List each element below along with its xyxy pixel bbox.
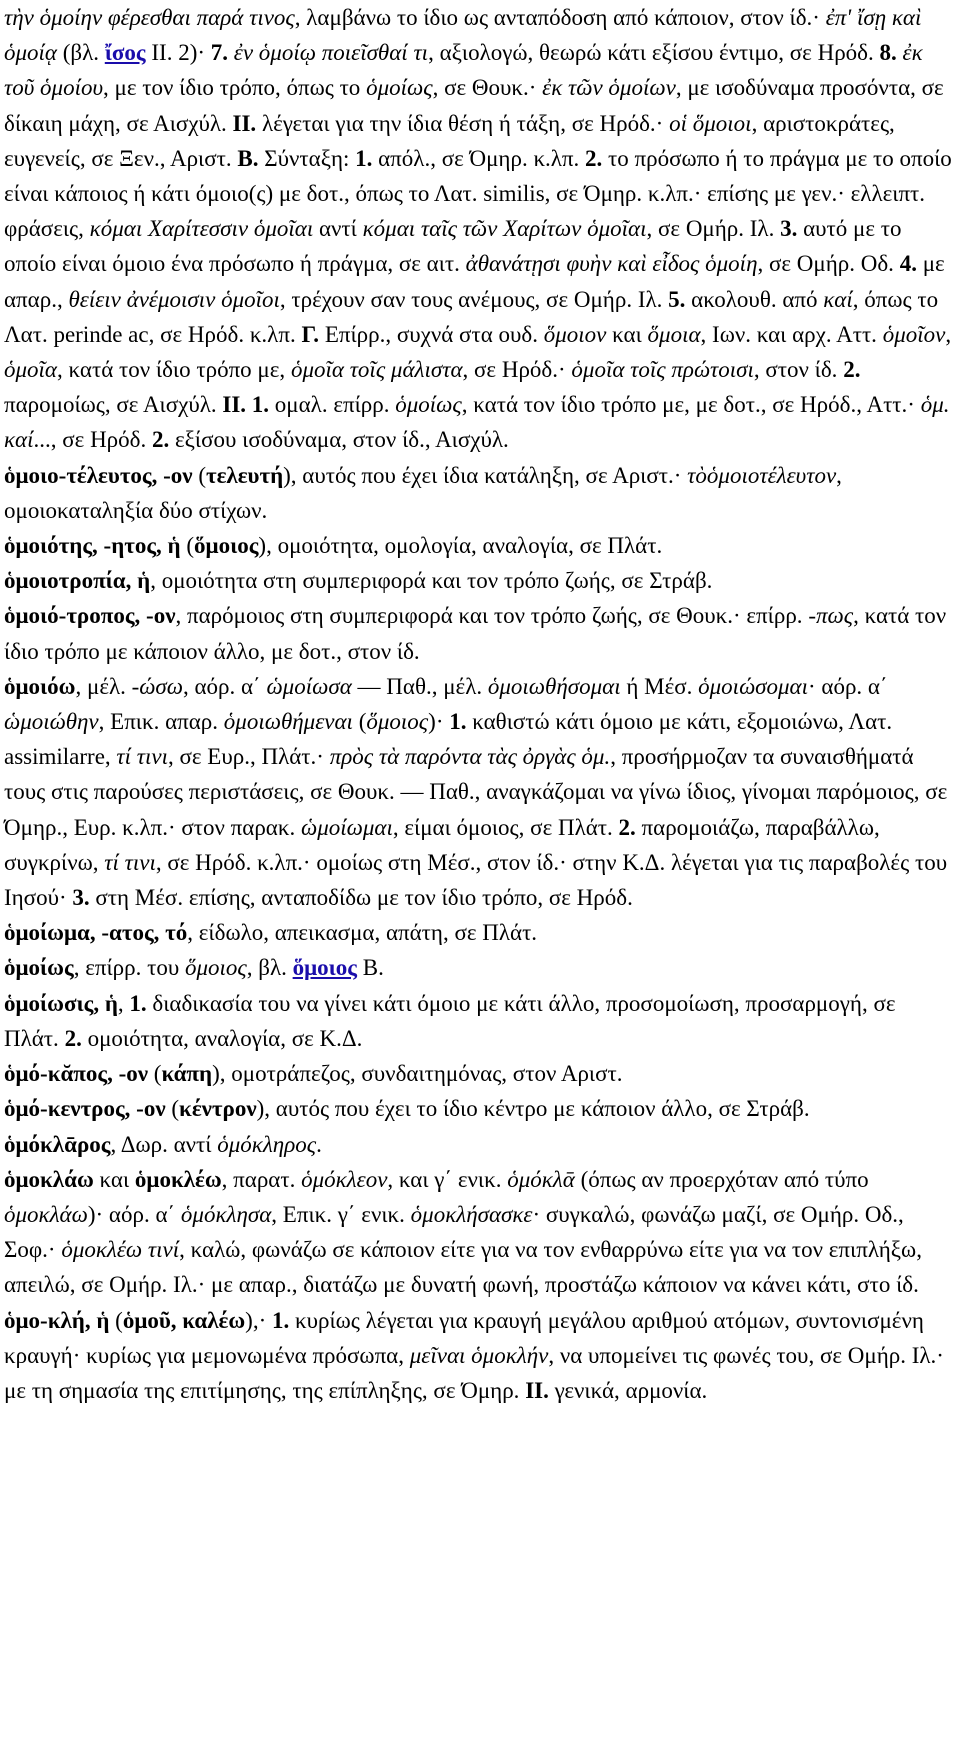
bold-headword-or-sense-number: ὁμό-κᾰπος, -ον [4, 1061, 149, 1087]
definition-text: στη Μέσ. επίσης, ανταποδίδω με τον ίδιο τρόπο, σε Ηρόδ. [89, 885, 633, 911]
definition-text: ), αυτός που έχει το ίδιο κέντρο με κάποιον άλλο, σε Στράβ. [256, 1096, 810, 1122]
definition-text: (όπως αν προερχόταν από τύπο [574, 1166, 869, 1192]
definition-text: , βλ. [246, 955, 293, 981]
bold-headword-or-sense-number: ὁμοίωμα, -ατος, τό [4, 920, 188, 946]
entry-homokapos [4, 1056, 954, 1091]
italic-greek-phrase: πρὸς τὰ παρόντα τὰς ὀργὰς ὁμ. [329, 744, 611, 770]
italic-greek-phrase: ὁμοῖα τοῖς πρώτοισι [571, 357, 754, 383]
definition-text: , αξιολογώ, θεωρώ κάτι εξίσου έντιμο, σε Ηρόδ. [428, 40, 880, 66]
entry-homoiotropia [4, 563, 954, 598]
definition-text: καθιστώ κάτι όμοιο με κάτι, εξομοιώνω, Λατ. assimilarre, [4, 709, 893, 770]
entry-homoklaros [4, 1127, 954, 1162]
definition-text: αυτό με το οποίο είναι όμοιο ένα πρόσωπο ή πράγμα, σε αιτ. [4, 216, 902, 277]
bold-headword-or-sense-number: 8. [879, 40, 897, 66]
bold-headword-or-sense-number: 2. [585, 145, 603, 171]
definition-text: , κατά τον ίδιο τρόπο με, [57, 357, 291, 383]
bold-headword-or-sense-number: ὁμοιοτροπία, ἡ [4, 568, 151, 594]
italic-greek-phrase: ἐπ' ἴσῃ καὶ ὁμοίᾳ [4, 5, 922, 66]
bold-headword-or-sense-number: ὁμοίως [4, 955, 74, 981]
italic-greek-phrase: τὸὁμοιοτέλευτον [687, 462, 837, 488]
bold-headword-or-sense-number: ὁμοίωσις, ἡ [4, 990, 118, 1016]
definition-text: , σε Θουκ.· [432, 75, 543, 101]
bold-headword-or-sense-number: 2. [618, 814, 636, 840]
italic-greek-phrase: κόμαι Χαρίτεσσιν ὁμοῖαι [89, 216, 314, 242]
bold-headword-or-sense-number: 2. [64, 1025, 82, 1051]
definition-text: ή Μέσ. [620, 673, 699, 699]
entry-homokentros [4, 1091, 954, 1126]
entry-homoios-tail [4, 0, 954, 458]
italic-greek-phrase: τί τινι [116, 744, 168, 770]
italic-greek-phrase: ὁμοίως [395, 392, 462, 418]
definition-text: , παρατ. [221, 1166, 302, 1192]
italic-greek-phrase: ὁμοιωθήμεναι [223, 709, 353, 735]
definition-text: παρομοίως, σε Αισχύλ. [4, 392, 223, 418]
definition-text: Επίρρ., συχνά στα ουδ. [319, 321, 544, 347]
italic-greek-phrase: ἐκ τοῦ ὁμοίου [4, 40, 923, 101]
definition-text: , λαμβάνω το ίδιο ως ανταπόδοση από κάποιον, στον ίδ.· [294, 5, 826, 30]
italic-greek-phrase: ἀθανάτῃσι φυὴν καὶ εἶδος ὁμοίη [465, 251, 758, 277]
italic-greek-phrase: μεῖναι ὁμοκλήν [409, 1342, 549, 1368]
definition-text: , μέλ. [75, 673, 132, 699]
definition-text: )· [428, 709, 450, 735]
definition-text: ομοιότητα, αναλογία, σε Κ.Δ. [81, 1025, 363, 1051]
italic-greek-phrase: ὁμοῖον [882, 321, 946, 347]
definition-text: ( [180, 533, 195, 559]
definition-text: , είδωλο, απεικασμα, απάτη, σε Πλάτ. [187, 920, 538, 946]
italic-greek-phrase: -πως [808, 603, 854, 629]
definition-text: ακολουθ. από [685, 286, 824, 312]
definition-text: , προσήρμοζαν τα συναισθήματά τους στις παρούσες περιστάσεις, σε Θουκ. — Παθ., αναγκάζομαι να γίνω ίδιος, γίνομαι παρόμοιος, σε Όμηρ., Ευρ. κ.λπ.· στον παρακ. [4, 744, 948, 840]
definition-text: )· αόρ. α΄ [87, 1201, 181, 1227]
bold-headword-or-sense-number: 5. [668, 286, 686, 312]
italic-greek-phrase: τί τινι [104, 849, 156, 875]
definition-text: απόλ., σε Όμηρ. κ.λπ. [372, 145, 586, 171]
definition-text: . [316, 1131, 322, 1157]
entry-homoiotropos [4, 598, 954, 668]
definition-text: , Ιων. και αρχ. Αττ. [700, 321, 883, 347]
entry-homokle [4, 1303, 954, 1409]
italic-greek-phrase: ἐκ τῶν ὁμοίων [542, 75, 676, 101]
definition-text: διαδικασία του να γίνει κάτι όμοιο με κάτι άλλο, προσομοίωση, προσαρμογή, σε Πλάτ. [4, 990, 896, 1051]
definition-text: , παρόμοιος στη συμπεριφορά και τον τρόπο ζωής, σε Θουκ.· επίρρ. [175, 603, 809, 629]
definition-text: ..., σε Ηρόδ. [33, 427, 152, 453]
bold-headword-or-sense-number: 3. [780, 216, 798, 242]
bold-headword-or-sense-number: τελευτή [205, 462, 284, 488]
italic-greek-phrase: ὁμοῖα τοῖς μάλιστα [290, 357, 463, 383]
definition-text: , σε Ευρ., Πλάτ.· [168, 744, 330, 770]
cross-reference-link[interactable]: ὅμοιος [292, 955, 357, 981]
bold-headword-or-sense-number: ὁμοιό-τροπος, -ον [4, 603, 176, 629]
italic-greek-phrase: ὡμοίωσα [266, 673, 352, 699]
italic-greek-phrase: καί [823, 286, 853, 312]
entry-homoioma [4, 915, 954, 950]
definition-text: · αόρ. α΄ [807, 673, 888, 699]
definition-text: , κατά τον ίδιο τρόπο με κάποιον άλλο, με δοτ., στον ίδ. [4, 603, 947, 664]
definition-text: ), ομοτράπεζος, συνδαιτημόνας, στον Αριστ. [212, 1061, 623, 1087]
italic-greek-phrase: ἐν ὁμοίῳ ποιεῖσθαί τι [233, 40, 429, 66]
definition-text: ( [148, 1061, 162, 1087]
definition-text: ( [109, 1307, 123, 1333]
italic-greek-phrase: θείειν ἀνέμοισιν ὁμοῖοι [68, 286, 280, 312]
definition-text: το πρόσωπο ή το πράγμα με το οποίο είναι κάποιος ή κάτι όμοιο(ς) με δοτ., όπως το Λατ. similis, σε Όμηρ. κ.λπ.· επίσης με γεν.· ελλειπτ. φράσεις, [4, 145, 952, 242]
italic-greek-phrase: ὡμοιώθην [4, 709, 99, 735]
bold-headword-or-sense-number: 1. [355, 145, 373, 171]
entry-homoklao [4, 1162, 954, 1303]
italic-greek-phrase: ὁμ. καί [4, 392, 950, 453]
definition-text: , Επικ. γ΄ ενικ. [271, 1201, 411, 1227]
bold-headword-or-sense-number: B. [237, 145, 259, 171]
bold-headword-or-sense-number: 7. [210, 40, 229, 66]
definition-text: ( [192, 462, 206, 488]
bold-headword-or-sense-number: 1. [449, 709, 467, 735]
entry-homoioo [4, 669, 954, 915]
bold-headword-or-sense-number: ὁμο-κλή, ἡ [4, 1307, 110, 1333]
definition-text: , καλώ, φωνάζω σε κάποιον είτε για να τον ενθαρρύνω είτε για να τον επιπλήξω, απειλώ, σε Ομήρ. Ιλ.· με απαρ., διατάζω με δυνατή φωνή, προστάζω κάποιον να κάνει κάτι, στο ίδ. [4, 1237, 922, 1298]
bold-headword-or-sense-number: κάπη [161, 1061, 213, 1087]
definition-text: , σε Ηρόδ.· [462, 357, 572, 383]
definition-text: , επίρρ. του [73, 955, 185, 981]
definition-text: , να υπομείνει τις φωνές του, σε Ομήρ. Ιλ.· με τη σημασία της επιτίμησης, της επίπληξης, σε Όμηρ. [4, 1342, 944, 1403]
bold-headword-or-sense-number: ὁμοκλάω [4, 1166, 94, 1192]
definition-text: κυρίως λέγεται για κραυγή μεγάλου αριθμού ατόμων, συντονισμένη κραυγή· κυρίως για μεμονωμένα πρόσωπα, [4, 1307, 924, 1368]
bold-headword-or-sense-number: ὁμόκλᾱρος [4, 1131, 111, 1157]
definition-text: (βλ. [57, 40, 105, 66]
italic-greek-phrase: ὅμοια [647, 321, 701, 347]
definition-text: Σύνταξη: [258, 145, 356, 171]
bold-headword-or-sense-number: 2. [843, 357, 861, 383]
entry-homoios-adv [4, 950, 954, 985]
bold-headword-or-sense-number: 2. [152, 427, 170, 453]
italic-greek-phrase: κόμαι ταῖς τῶν Χαρίτων ὁμοῖαι [362, 216, 647, 242]
italic-greek-phrase: ὁμόκλᾱ [507, 1166, 575, 1192]
bold-headword-or-sense-number: 1. [129, 990, 147, 1016]
italic-greek-phrase: ὁμόκλεον [301, 1166, 388, 1192]
definition-text: ),· [245, 1307, 272, 1333]
italic-greek-phrase: ὡμοίωμαι [300, 814, 393, 840]
italic-greek-phrase: ὅμοιος [184, 955, 247, 981]
bold-headword-or-sense-number: κέντρον [179, 1096, 257, 1122]
italic-greek-phrase: ὁμόκληρος [217, 1131, 317, 1157]
definition-text: με απαρ., [4, 251, 945, 312]
bold-headword-or-sense-number: ὁμοῦ, καλέω [122, 1307, 246, 1333]
bold-headword-or-sense-number: ὁμό-κεντρος, -ον [4, 1096, 166, 1122]
entry-homoio-teleutos [4, 458, 954, 528]
bold-headword-or-sense-number: ὁμοκλέω [134, 1166, 222, 1192]
bold-headword-or-sense-number: 1. [272, 1307, 290, 1333]
italic-greek-phrase: ὁμοιωθήσομαι [487, 673, 621, 699]
cross-reference-link[interactable]: ἴσος [104, 40, 146, 66]
definition-text: , και γ΄ ενικ. [387, 1166, 508, 1192]
definition-text: , ομοιοκαταληξία δύο στίχων. [4, 462, 842, 523]
definition-text: B. [357, 955, 384, 981]
definition-text: λέγεται για την ίδια θέση ή τάξη, σε Ηρόδ.· [256, 110, 670, 136]
bold-headword-or-sense-number: 4. [899, 251, 917, 277]
italic-greek-phrase: τὴν ὁμοίην φέρεσθαι παρά τινος [4, 5, 295, 30]
definition-text: , αόρ. α΄ [182, 673, 267, 699]
italic-greek-phrase: ὁμόκλησα [180, 1201, 272, 1227]
bold-headword-or-sense-number: II. [525, 1377, 549, 1403]
definition-text: ( [165, 1096, 180, 1122]
definition-text: , κατά τον ίδιο τρόπο με, με δοτ., σε Ηρόδ., Αττ.· [461, 392, 921, 418]
definition-text: ), αυτός που έχει ίδια κατάληξη, σε Αριστ.· [283, 462, 688, 488]
italic-greek-phrase: ὁμοκλάω [4, 1201, 88, 1227]
definition-text: , τρέχουν σαν τους ανέμους, σε Ομήρ. Ιλ. [279, 286, 669, 312]
definition-text: , σε Ομήρ. Οδ. [757, 251, 900, 277]
definition-text: παρομοιάζω, παραβάλλω, συγκρίνω, [4, 814, 880, 875]
italic-greek-phrase: ὅμοιον [543, 321, 607, 347]
definition-text: , με τον ίδιο τρόπο, όπως το [103, 75, 367, 101]
definition-text: , [117, 990, 130, 1016]
definition-text: , [945, 321, 952, 347]
definition-text: II. 2)· [145, 40, 211, 66]
entry-homoiotes [4, 528, 954, 563]
definition-text: , στον ίδ. [753, 357, 844, 383]
italic-greek-phrase: ὁμοῖα [4, 357, 58, 383]
definition-text: εξίσου ισοδύναμα, στον ίδ., Αισχύλ. [169, 427, 509, 453]
definition-text: , Επικ. απαρ. [98, 709, 224, 735]
bold-headword-or-sense-number: Γ. [301, 321, 320, 347]
bold-headword-or-sense-number: ὁμοιότης, -ητος, ἡ [4, 533, 181, 559]
definition-text: και [93, 1166, 135, 1192]
italic-greek-phrase: ὅμοιος [366, 709, 429, 735]
definition-text: , ομοιότητα στη συμπεριφορά και τον τρόπο ζωής, σε Στράβ. [150, 568, 713, 594]
italic-greek-phrase: ὁμοκλήσασκε [410, 1201, 533, 1227]
definition-text: — Παθ., μέλ. [351, 673, 488, 699]
italic-greek-phrase: -ώσω [131, 673, 183, 699]
definition-text: , όπως το Λατ. perinde ac, σε Ηρόδ. κ.λπ. [4, 286, 939, 347]
italic-greek-phrase: ὁμοκλέω τινί [61, 1237, 180, 1263]
definition-text: , Δωρ. αντί [110, 1131, 218, 1157]
bold-headword-or-sense-number: II. [232, 110, 257, 136]
bold-headword-or-sense-number: 3. [72, 885, 90, 911]
definition-text: , είμαι όμοιος, σε Πλάτ. [392, 814, 619, 840]
definition-text: αντί [313, 216, 363, 242]
bold-headword-or-sense-number: II. 1. [222, 392, 270, 418]
definition-text: , αριστοκράτες, ευγενείς, σε Ξεν., Αριστ. [4, 110, 895, 171]
definition-text: ομαλ. επίρρ. [269, 392, 396, 418]
italic-greek-phrase: οἱ ὅμοιοι [669, 110, 752, 136]
definition-text: γενικά, αρμονία. [548, 1377, 708, 1403]
definition-text: , με ισοδύναμα προσόντα, σε δίκαιη μάχη, σε Αισχύλ. [4, 75, 944, 136]
entry-homoiosis [4, 986, 954, 1056]
italic-greek-phrase: ὁμοίως [366, 75, 433, 101]
italic-greek-phrase: ὁμοιώσομαι [698, 673, 808, 699]
definition-text: και [606, 321, 648, 347]
definition-text: ( [352, 709, 367, 735]
definition-text: , σε Ηρόδ. κ.λπ.· ομοίως στη Μέσ., στον ίδ.· στην Κ.Δ. λέγεται για τις παραβολές του Ιησού· [4, 849, 948, 911]
definition-text: · συγκαλώ, φωνάζω μαζί, σε Ομήρ. Οδ., Σοφ.· [4, 1201, 904, 1263]
bold-headword-or-sense-number: ὁμοιο-τέλευτος, -ον [4, 462, 193, 488]
bold-headword-or-sense-number: ὅμοιος [194, 533, 259, 559]
bold-headword-or-sense-number: ὁμοιόω [4, 673, 76, 699]
definition-text: ), ομοιότητα, ομολογία, αναλογία, σε Πλάτ. [258, 533, 663, 559]
definition-text: , σε Ομήρ. Ιλ. [646, 216, 781, 242]
